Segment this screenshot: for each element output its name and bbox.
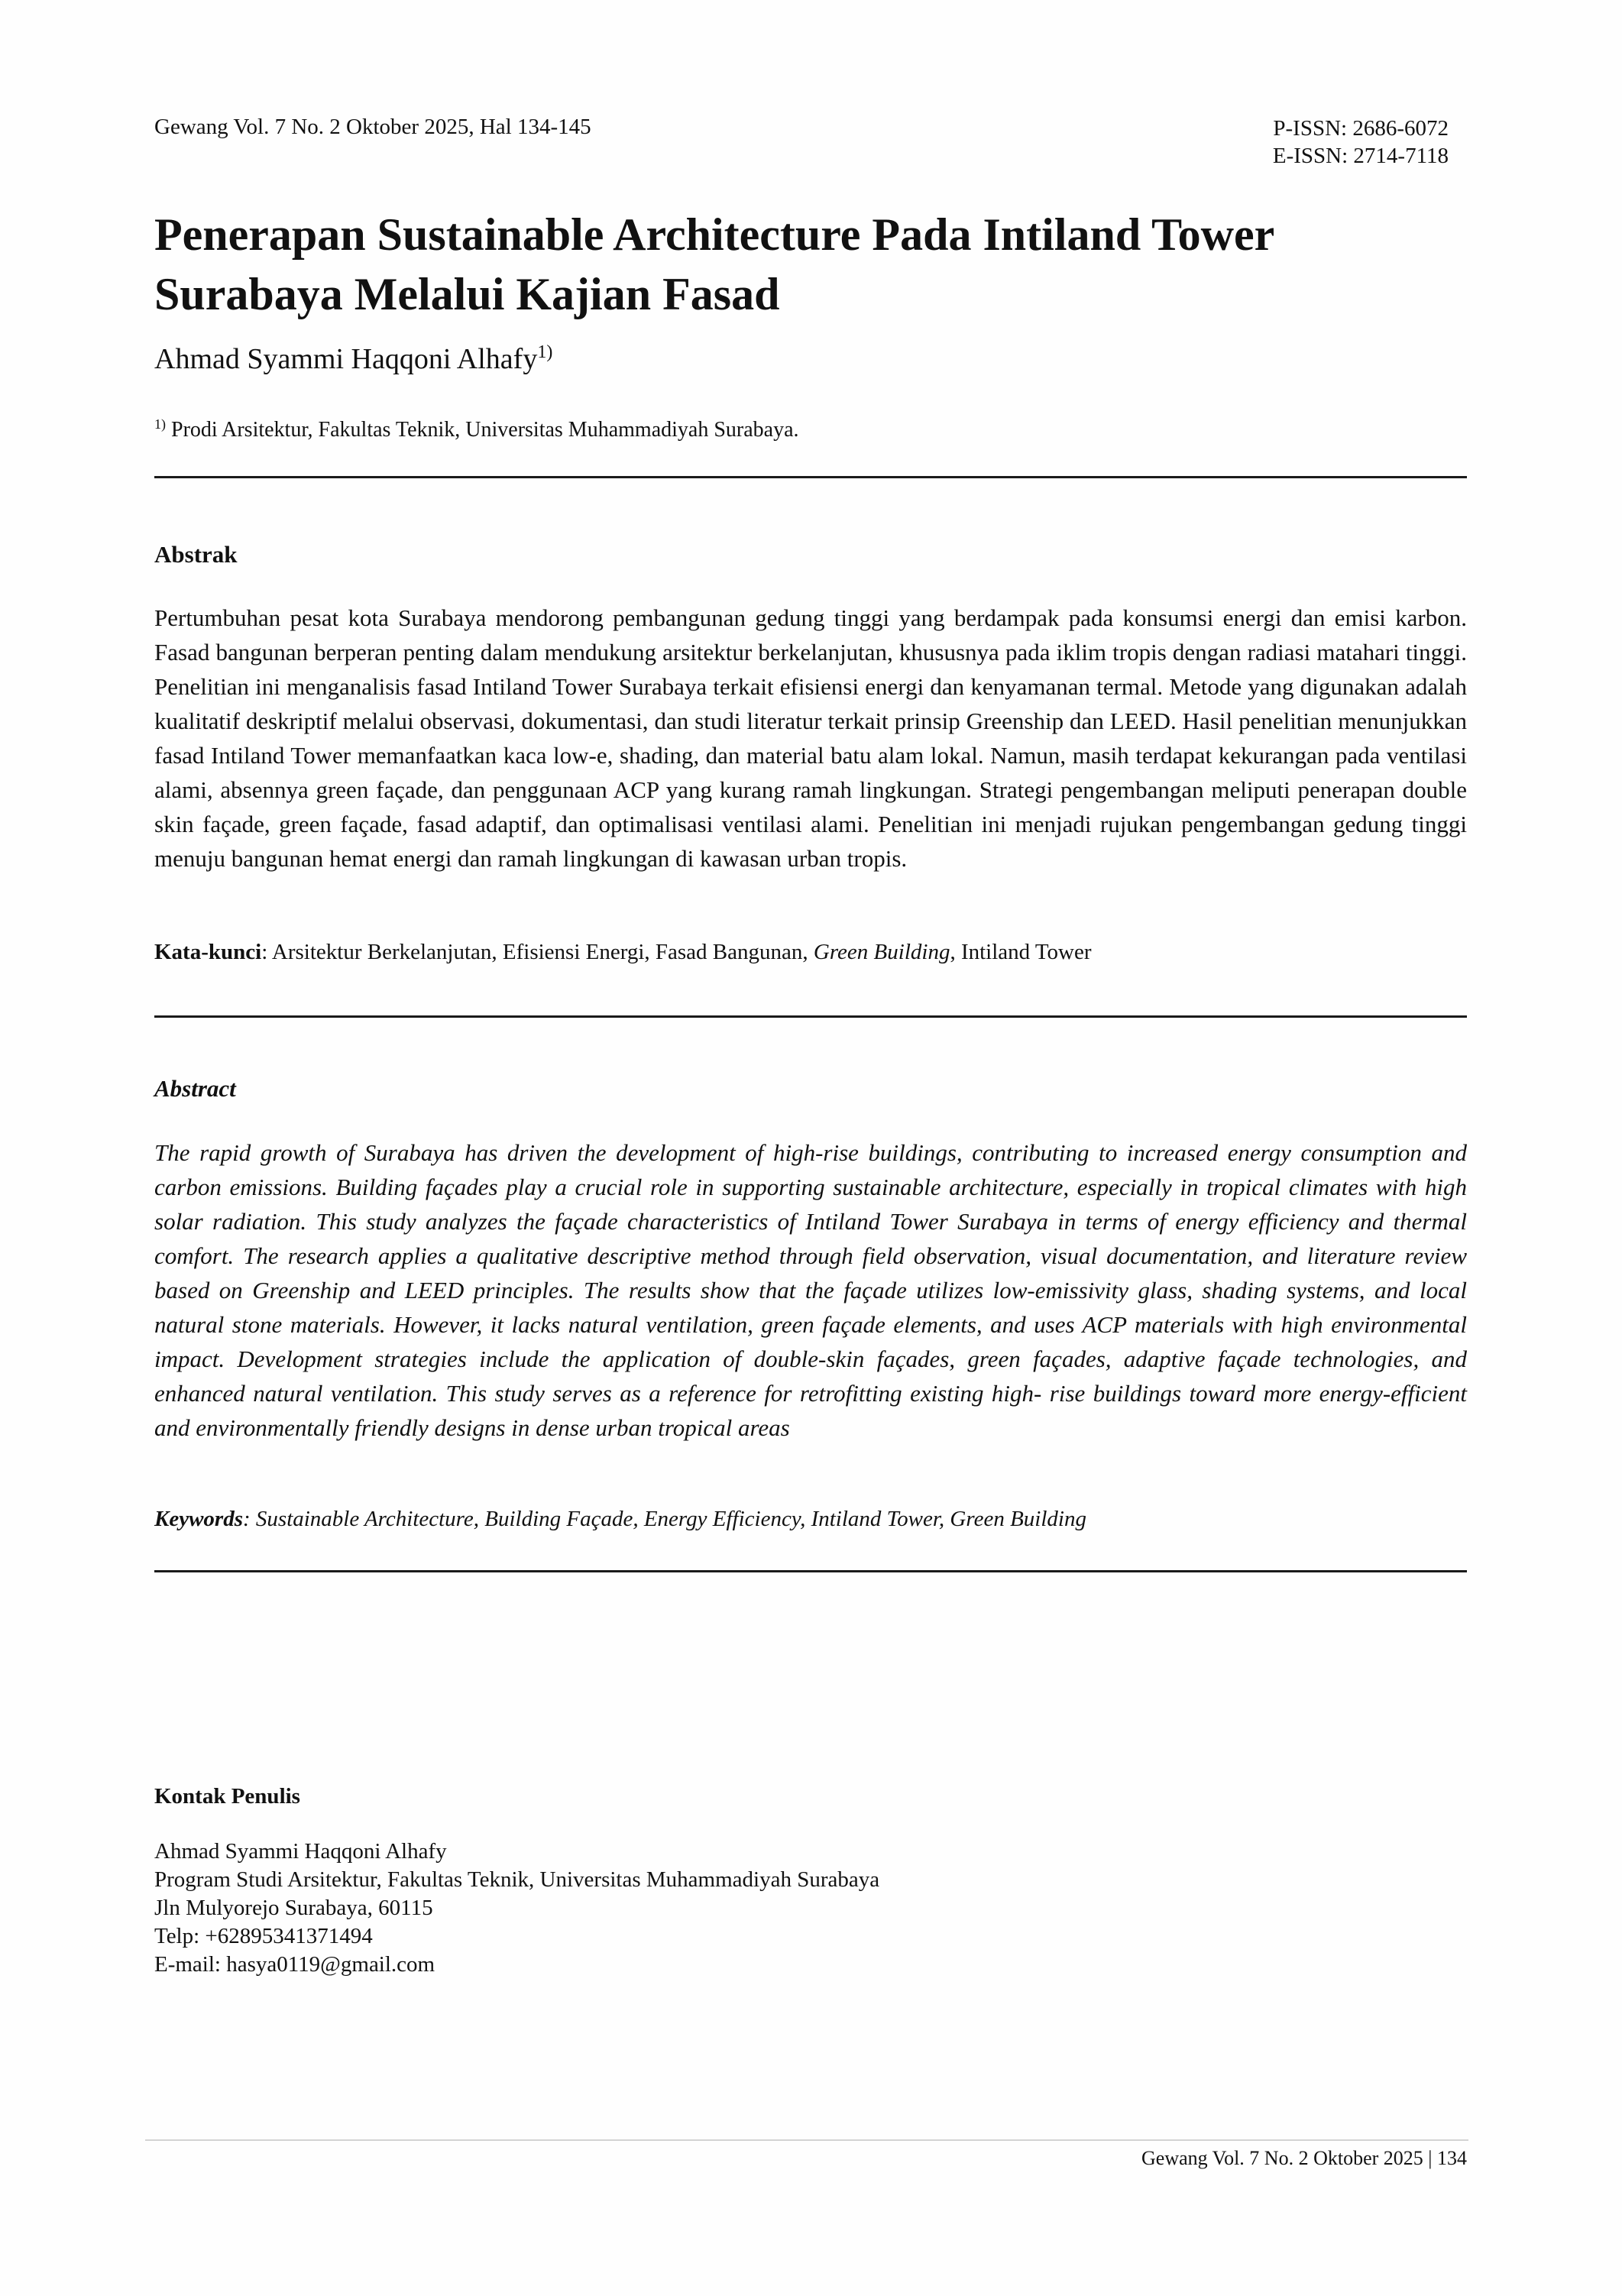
p-issn: P-ISSN: 2686-6072 xyxy=(1273,116,1449,141)
abstract-body: The rapid growth of Surabaya has driven the development of high-rise buildings, contributing to increased energy consumption and carbon emissions. Building façades play a crucial role in supporting sustainable architecture, especially in tropical climates with high solar radiation. This study analyzes the façade characteristics of Intiland Tower Surabaya in terms of energy efficiency and thermal comfort. The research applies a qualitative descriptive method through field observation, visual documentation, and literature review based on Greenship and LEED principles. The results show that the façade utilizes low-emissivity glass, shading systems, and local natural stone materials. However, it lacks natural ventilation, green façade elements, and uses ACP materials with high environmental impact. Development strategies include the application of double-skin façades, green façades, adaptive façade technologies, and enhanced natural ventilation. This study serves as a reference for retrofitting existing high- rise buildings toward more energy-efficient and environmentally friendly designs in dense urban tropical areas xyxy=(154,1139,1467,1441)
abstract-heading: Abstract xyxy=(154,1075,236,1102)
kata-kunci-italic: Green Building xyxy=(813,940,950,964)
contact-address: Jln Mulyorejo Surabaya, 60115 xyxy=(154,1896,433,1920)
e-issn: E-ISSN: 2714-7118 xyxy=(1272,144,1449,168)
divider-rule xyxy=(154,476,1467,478)
affiliation-marker: 1) xyxy=(154,416,166,432)
footer-rule xyxy=(145,2139,1468,2141)
journal-header-info: Gewang Vol. 7 No. 2 Oktober 2025, Hal 134-145 xyxy=(154,115,591,139)
author-name: Ahmad Syammi Haqqoni Alhafy xyxy=(154,343,538,375)
abstrak-heading: Abstrak xyxy=(154,541,238,568)
kata-kunci-text-1: : Arsitektur Berkelanjutan, Efisiensi Energi, Fasad Bangunan, xyxy=(261,940,814,964)
contact-institution: Program Studi Arsitektur, Fakultas Teknik, Universitas Muhammadiyah Surabaya xyxy=(154,1867,880,1892)
contact-block xyxy=(154,1838,879,1979)
divider-rule xyxy=(154,1015,1467,1018)
abstrak-body: Pertumbuhan pesat kota Surabaya mendorong pembangunan gedung tinggi yang berdampak pada konsumsi energi dan emisi karbon. Fasad bangunan berperan penting dalam mendukung arsitektur berkelanjutan, khususnya pada iklim tropis dengan radiasi matahari tinggi. Penelitian ini menganalisis fasad Intiland Tower Surabaya terkait efisiensi energi dan kenyamanan termal. Metode yang digunakan adalah kualitatif deskriptif melalui observasi, dokumentasi, dan studi literatur terkait prinsip Greenship dan LEED. Hasil penelitian menunjukkan fasad Intiland Tower memanfaatkan kaca low-e, shading, dan material batu alam lokal. Namun, masih terdapat kekurangan pada ventilasi alami, absennya green façade, dan penggunaan ACP yang kurang ramah lingkungan. Strategi pengembangan meliputi penerapan double skin façade, green façade, fasad adaptif, dan optimalisasi ventilasi alami. Penelitian ini menjadi rujukan pengembangan gedung tinggi menuju bangunan hemat energi dan ramah lingkungan di kawasan urban tropis. xyxy=(154,604,1467,872)
author xyxy=(154,342,552,376)
page-footer: Gewang Vol. 7 No. 2 Oktober 2025 | 134 xyxy=(1141,2147,1467,2169)
paper-title-line-2: Surabaya Melalui Kajian Fasad xyxy=(154,269,780,319)
kata-kunci-label: Kata-kunci xyxy=(154,940,262,964)
keywords xyxy=(154,1507,1467,1532)
kata-kunci-text-2: , Intiland Tower xyxy=(950,940,1092,964)
contact-email: E-mail: hasya0119@gmail.com xyxy=(154,1952,435,1977)
keywords-label: Keywords xyxy=(154,1507,243,1531)
paper-title xyxy=(154,205,1468,324)
paper-title-line-1: Penerapan Sustainable Architecture Pada Intiland Tower xyxy=(154,209,1275,260)
affiliation-text: Prodi Arsitektur, Fakultas Teknik, Universitas Muhammadiyah Surabaya. xyxy=(171,418,799,442)
keywords-text: : Sustainable Architecture, Building Façade, Energy Efficiency, Intiland Tower, Green Building xyxy=(243,1507,1086,1531)
contact-phone: Telp: +62895341371494 xyxy=(154,1924,373,1948)
contact-heading: Kontak Penulis xyxy=(154,1784,300,1809)
kata-kunci xyxy=(154,940,1467,965)
contact-name: Ahmad Syammi Haqqoni Alhafy xyxy=(154,1839,447,1864)
divider-rule xyxy=(154,1570,1467,1572)
affiliation xyxy=(154,416,799,442)
author-affiliation-marker: 1) xyxy=(537,342,553,362)
issn-block xyxy=(1273,115,1449,170)
